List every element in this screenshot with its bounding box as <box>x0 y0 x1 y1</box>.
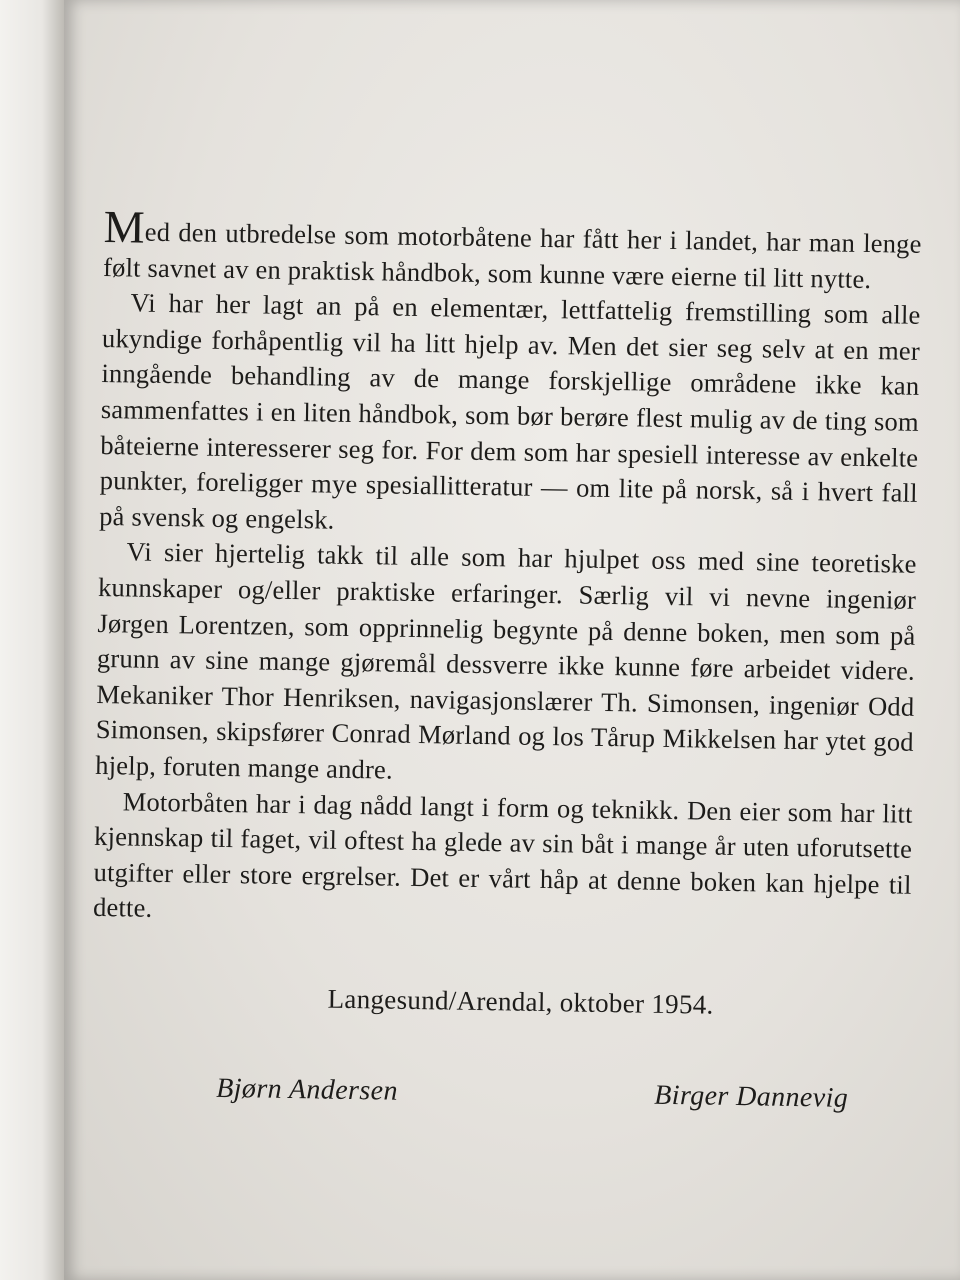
paragraph-1-text: ed den utbredelse som motorbåtene har fått her i landet, har man lenge følt savnet av en praktisk håndbok, som kunne være eierne til litt nytte. <box>102 216 922 294</box>
signature-author-2: Birger Dannevig <box>654 1079 849 1114</box>
paragraph-3: Vi sier hjertelig takk til alle som har hjulpet oss med sine teoretiske kunnskaper og/eller praktiske erfaringer. Særlig vil vi nevne ingeniør Jørgen Lorentzen, som opprinnelig begynte på denne boken, men som på grunn av sine mange gjøremål dessverre ikke kunne føre arbeidet videre. Mekaniker Thor Henriksen, navigasjonslærer Th. Simonsen, ingeniør Odd Simonsen, skipsfører Conrad Mørland og los Tårup Mikkelsen har ytet god hjelp, foruten mange andre. <box>95 536 917 785</box>
book-spine-edge <box>0 0 70 1280</box>
paragraph-4: Motorbåten har i dag nådd langt i form og teknikk. Den eier som har litt kjennskap til faget, vil oftest ha glede av sin båt i mange år uten uforutsette utgifter eller store ergrelser. Det er vårt håp at denne boken kan hjelpe til dette. <box>92 785 913 924</box>
drop-cap: M <box>103 201 146 253</box>
signature-author-1: Bjørn Andersen <box>216 1072 399 1107</box>
paragraph-1 <box>102 201 922 298</box>
place-date: Langesund/Arendal, oktober 1954. <box>327 983 714 1020</box>
preface-text <box>90 201 922 1116</box>
paragraph-2: Vi har her lagt an på en elementær, lettfattelig fremstilling som alle ukyndige forhåpentlig vil ha litt hjelp av. Men det sier seg selv at en mer inngående behandling av de mange forskjellige områdene ikke kan sammenfattes i en liten håndbok, som bør berøre flest mulig av de ting som båteierne interesserer seg for. For dem som har spesiell interesse av enkelte punkter, foreligger mye spesiallitteratur — om lite på norsk, så i hvert fall på svensk og engelsk. <box>98 287 921 535</box>
